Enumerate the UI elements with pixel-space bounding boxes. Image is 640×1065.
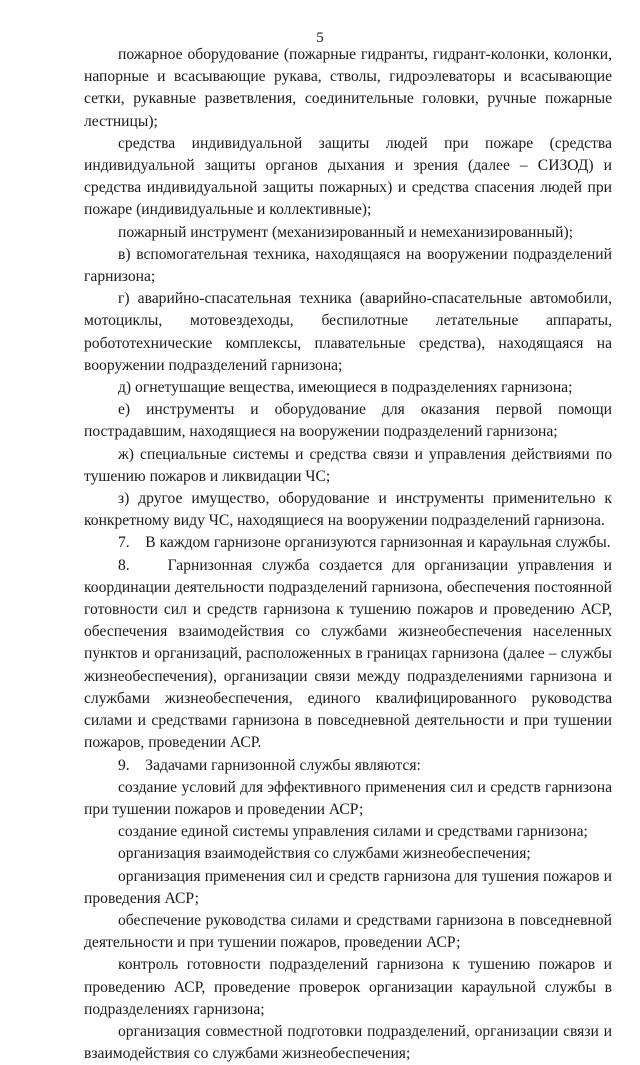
paragraph: з) другое имущество, оборудование и инструменты применительно к конкретному виду ЧС, находящиеся на вооружении подразделений гарнизона. [84,490,612,530]
paragraph: обеспечение руководства силами и средствами гарнизона в повседневной деятельности и при тушении пожаров, проведении АСР; [84,911,612,952]
page-number: 5 [316,30,324,46]
paragraph: г) аварийно-спасательная техника (аварийно-спасательные автомобили, мотоциклы, мотовездеходы, беспилотные летательные аппараты, робототехнические комплексы, плавательные средства), находящаяся на вооружении подразделений гарнизона; [84,290,612,374]
paragraph: средства индивидуальной защиты людей при пожаре (средства индивидуальной защиты органов дыхания и зрения (далее – СИЗОД) и средства индивидуальной защиты пожарных) и средства спасения людей при пожаре (индивидуальные и коллективные); [84,134,612,219]
document-body [84,44,612,1065]
paragraph: 9. Задачами гарнизонной службы являются: [118,756,421,774]
paragraph: создание условий для эффективного применения сил и средств гарнизона при тушении пожаров и проведении АСР; [84,778,612,818]
paragraph: создание единой системы управления силами и средствами гарнизона; [118,823,588,841]
paragraph: организация взаимодействия со службами жизнеобеспечения; [118,845,531,863]
paragraph: организация применения сил и средств гарнизона для тушения пожаров и проведения АСР; [84,867,612,907]
paragraph: в) вспомогательная техника, находящаяся на вооружении подразделений гарнизона; [84,245,612,286]
paragraph: контроль готовности подразделений гарнизона к тушению пожаров и проведению АСР, проведение проверок организации караульной службы в подразделениях гарнизона; [84,956,612,1018]
paragraph: организация совместной подготовки подразделений, организации связи и взаимодействия со службами жизнеобеспечения; [84,1022,612,1063]
paragraph: д) огнетушащие вещества, имеющиеся в подразделениях гарнизона; [118,379,573,397]
paragraph: пожарное оборудование (пожарные гидранты, гидрант-колонки, колонки, напорные и всасывающие рукава, стволы, гидроэлеваторы и всасывающие сетки, рукавные разветвления, соединительные головки, ручные пожарные лестницы); [84,46,612,130]
paragraph: 7. В каждом гарнизоне организуются гарнизонная и караульная службы. [118,534,611,552]
paragraph: пожарный инструмент (механизированный и немеханизированный); [118,223,574,241]
paragraph: 8. Гарнизонная служба создается для организации управления и координации деятельности подразделений гарнизона, обеспечения постоянной готовности сил и средств гарнизона к тушению пожаров и проведению АСР, обеспечения взаимодействия со службами жизнеобеспечения населенных пунктов и организаций, расположенных в границах гарнизона (далее – службы жизнеобеспечения), организации связи между подразделениями гарнизона и службами жизнеобеспечения, единого квалифицированного руководства силами и средствами гарнизона в повседневной деятельности и при тушении пожаров, проведении АСР. [84,556,612,752]
paragraph: е) инструменты и оборудование для оказания первой помощи пострадавшим, находящиеся на вооружении подразделений гарнизона; [84,401,612,441]
paragraph: ж) специальные системы и средства связи и управления действиями по тушению пожаров и ликвидации ЧС; [84,445,612,485]
